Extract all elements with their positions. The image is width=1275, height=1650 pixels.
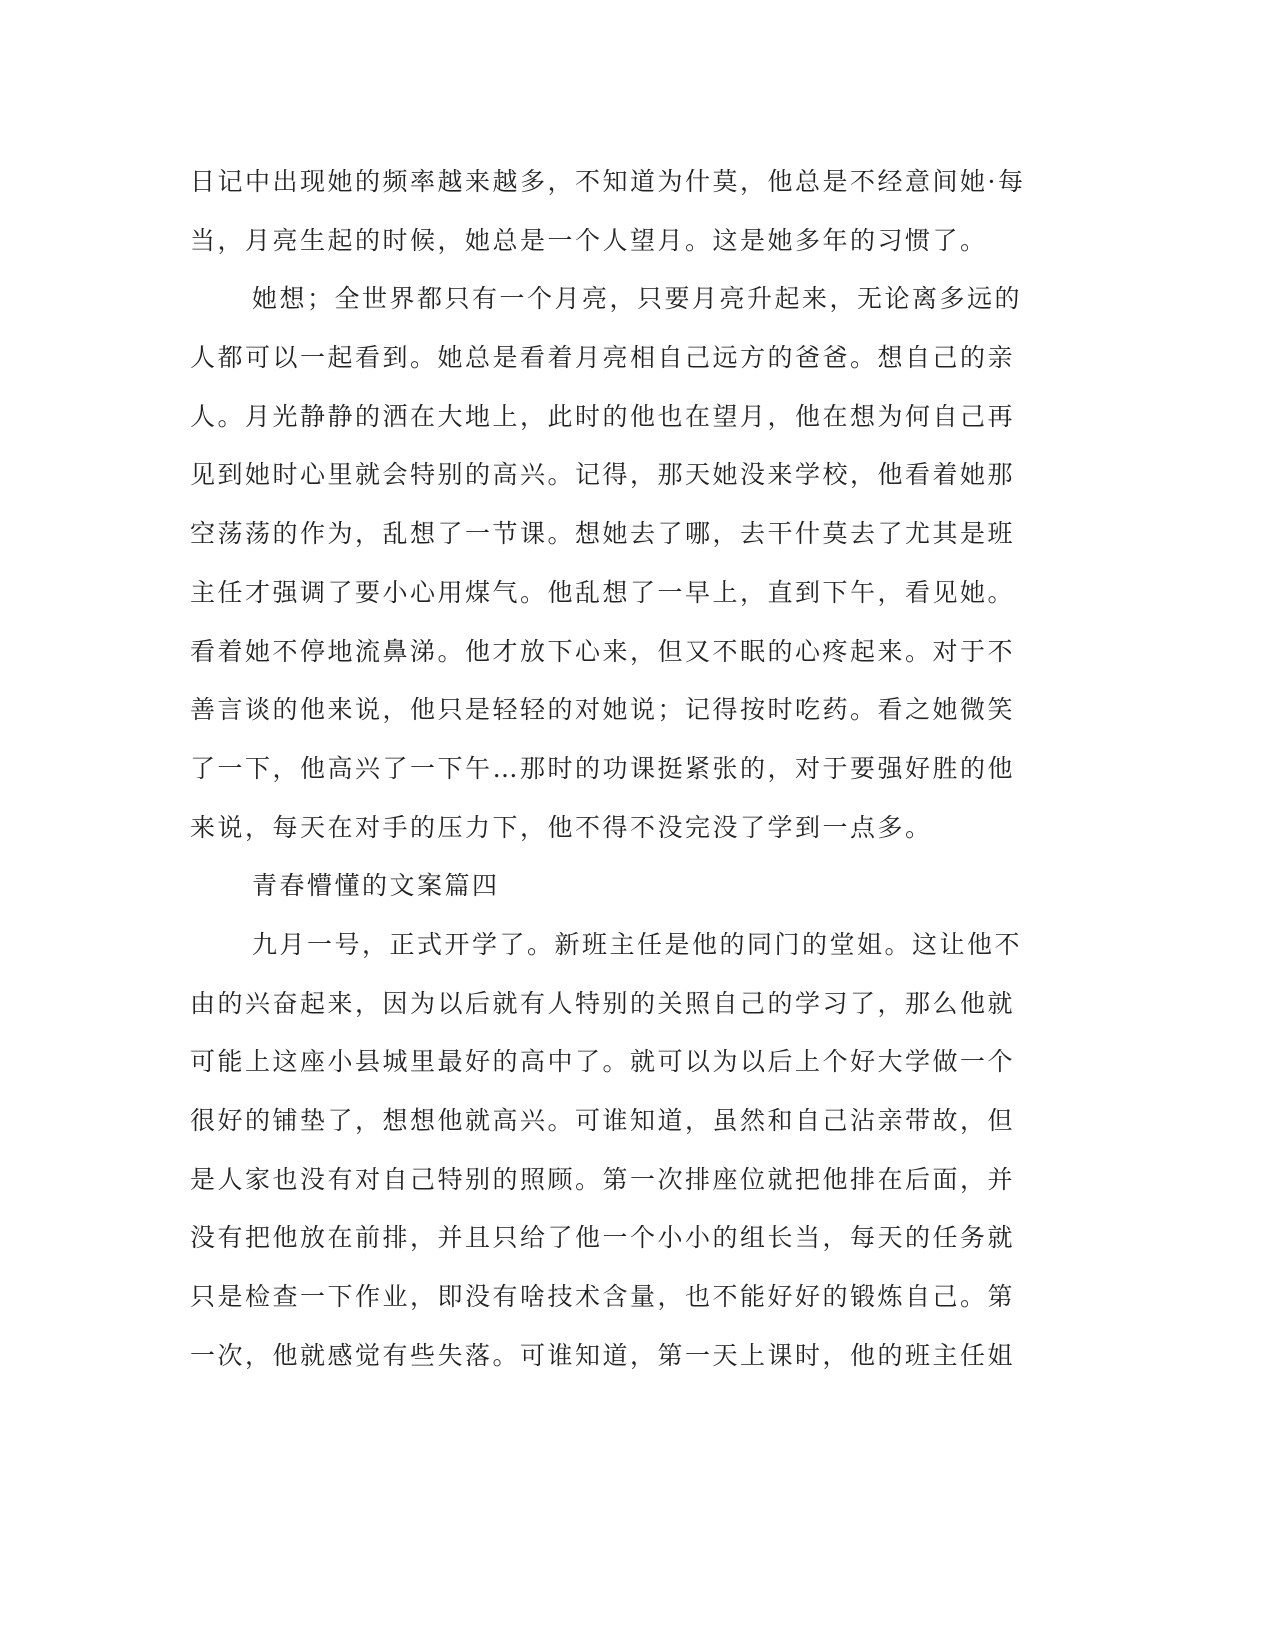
paragraph-2 (190, 270, 1090, 857)
section-heading: 青春懵懂的文案篇四 (252, 871, 500, 901)
text-line: 一次，他就感觉有些失落。可谁知道，第一天上课时，他的班主任姐 (190, 1340, 1016, 1370)
paragraph-1 (190, 153, 1090, 270)
text-line: 看着她不停地流鼻涕。他才放下心来，但又不眠的心疼起来。对于不 (190, 636, 1016, 666)
text-line: 来说，每天在对手的压力下，他不得不没完没了学到一点多。 (190, 812, 933, 842)
text-line: 人都可以一起看到。她总是看着月亮相自己远方的爸爸。想自己的亲 (190, 343, 1016, 373)
text-line: 日记中出现她的频率越来越多，不知道为什莫，他总是不经意间她·每 (190, 167, 1026, 196)
text-line: 主任才强调了要小心用煤气。他乱想了一早上，直到下午，看见她。 (190, 577, 1016, 607)
document-page (190, 153, 1090, 1385)
paragraph-3 (190, 916, 1090, 1386)
text-line: 是人家也没有对自己特别的照顾。第一次排座位就把他排在后面，并 (190, 1164, 1016, 1194)
text-line: 很好的铺垫了，想想他就高兴。可谁知道，虽然和自己沾亲带故，但 (190, 1106, 1016, 1135)
text-line: 可能上这座小县城里最好的高中了。就可以为以后上个好大学做一个 (190, 1047, 1016, 1077)
text-line: 她想；全世界都只有一个月亮，只要月亮升起来，无论离多远的 (252, 284, 1023, 314)
text-line: 善言谈的他来说，他只是轻轻的对她说；记得按时吃药。看之她微笑 (190, 695, 1016, 725)
text-line: 由的兴奋起来，因为以后就有人特别的关照自己的学习了，那么他就 (190, 988, 1016, 1018)
text-line: 九月一号，正式开学了。新班主任是他的同门的堂姐。这让他不 (252, 929, 1023, 959)
text-line: 见到她时心里就会特别的高兴。记得，那天她没来学校，他看着她那 (190, 460, 1016, 490)
text-line: 只是检查一下作业，即没有啥技术含量，也不能好好的锻炼自己。第 (190, 1282, 1016, 1312)
text-line: 人。月光静静的洒在大地上，此时的他也在望月，他在想为何自己再 (190, 401, 1016, 431)
text-line: 没有把他放在前排，并且只给了他一个小小的组长当，每天的任务就 (190, 1223, 1016, 1253)
text-line: 当，月亮生起的时候，她总是一个人望月。这是她多年的习惯了。 (190, 225, 988, 255)
text-line: 了一下，他高兴了一下午…那时的功课挺紧张的，对于要强好胜的他 (190, 753, 1016, 783)
text-line: 空荡荡的作为，乱想了一节课。想她去了哪，去干什莫去了尤其是班 (190, 519, 1016, 549)
